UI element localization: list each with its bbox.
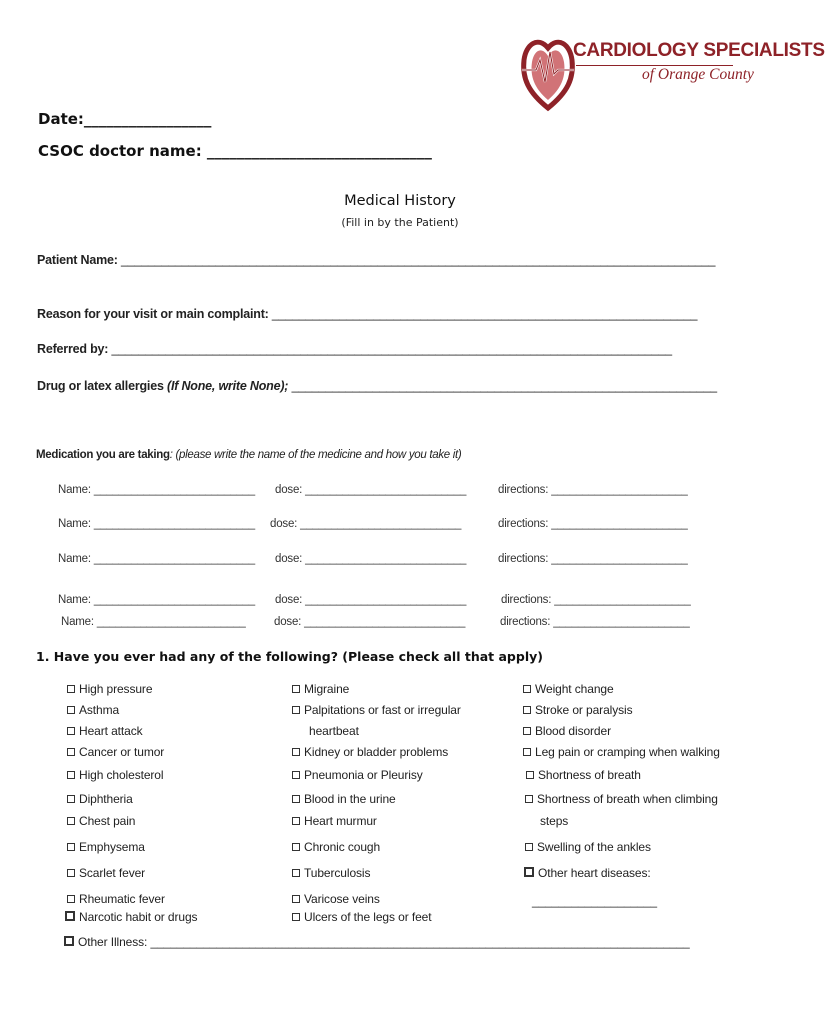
- cond-leg-pain[interactable]: [523, 745, 720, 759]
- cond-narcotic[interactable]: [65, 910, 197, 924]
- patient-name-label: Patient Name:: [37, 253, 118, 267]
- medication-header: [36, 449, 461, 461]
- cond-label: Palpitations or fast or irregular: [304, 703, 461, 717]
- referred-line[interactable]: ___________________________________________________________________________________: [111, 342, 672, 356]
- cond-chronic-cough[interactable]: [292, 840, 380, 854]
- checkbox[interactable]: [292, 748, 300, 756]
- cond-kidney[interactable]: [292, 745, 448, 759]
- checkbox[interactable]: [67, 795, 75, 803]
- checkbox[interactable]: [525, 843, 533, 851]
- cond-tuberculosis[interactable]: [292, 866, 370, 880]
- other-illness-line[interactable]: __________________________________________________________________________________: [150, 935, 690, 949]
- heart-logo-icon: [518, 30, 578, 110]
- patient-name-field[interactable]: [37, 253, 715, 267]
- cond-palpitations-cont: heartbeat: [309, 724, 359, 738]
- checkbox[interactable]: [526, 771, 534, 779]
- cond-heart-attack[interactable]: [67, 724, 143, 738]
- cond-shortness-climbing[interactable]: [525, 792, 718, 806]
- cond-label: Migraine: [304, 682, 350, 696]
- med-name-2[interactable]: Name: __________________________: [58, 518, 255, 530]
- checkbox[interactable]: [292, 771, 300, 779]
- med-name-4[interactable]: Name: __________________________: [58, 594, 255, 606]
- cond-label: Chronic cough: [304, 840, 381, 854]
- checkbox[interactable]: [65, 911, 75, 921]
- patient-name-line[interactable]: ________________________________________________________________________________________: [121, 253, 716, 267]
- checkbox[interactable]: [524, 867, 534, 877]
- med-dose-2[interactable]: dose: __________________________: [270, 518, 462, 530]
- cond-label: High pressure: [79, 682, 153, 696]
- other-heart-line[interactable]: ___________________: [532, 894, 657, 908]
- cond-label: Tuberculosis: [304, 866, 371, 880]
- allergy-line[interactable]: _______________________________________________________________: [291, 379, 717, 393]
- med-name-1[interactable]: Name: __________________________: [58, 484, 255, 496]
- cond-label: Heart attack: [79, 724, 143, 738]
- cardiology-specialists-logo: [518, 30, 825, 110]
- medication-label: Medication you are taking: [36, 449, 170, 461]
- checkbox[interactable]: [523, 748, 531, 756]
- checkbox[interactable]: [292, 795, 300, 803]
- cond-label: Chest pain: [79, 814, 136, 828]
- cond-rheumatic-fever[interactable]: [67, 892, 165, 906]
- checkbox[interactable]: [292, 895, 300, 903]
- date-field[interactable]: Date:_________________: [38, 110, 212, 128]
- cond-emphysema[interactable]: [67, 840, 145, 854]
- cond-shortness-climbing-cont: steps: [540, 814, 569, 828]
- cond-blood-urine[interactable]: [292, 792, 396, 806]
- cond-label: Ulcers of the legs or feet: [304, 910, 432, 924]
- cond-label: Asthma: [79, 703, 120, 717]
- med-name-3[interactable]: Name: __________________________: [58, 553, 255, 565]
- cond-label: Emphysema: [79, 840, 145, 854]
- referred-by-field[interactable]: [37, 342, 672, 356]
- cond-label: Varicose veins: [304, 892, 380, 906]
- med-directions-5[interactable]: directions: ______________________: [500, 616, 690, 628]
- cond-shortness[interactable]: [526, 768, 641, 782]
- medication-note: : (please write the name of the medicine and how you take it): [169, 449, 462, 461]
- cond-other-heart[interactable]: [524, 866, 651, 880]
- cond-stroke[interactable]: [523, 703, 632, 717]
- cond-chest-pain[interactable]: [67, 814, 135, 828]
- logo-tagline: of Orange County: [642, 66, 754, 83]
- cond-label: Shortness of breath when climbing: [537, 792, 718, 806]
- page-title: Medical History: [344, 193, 456, 209]
- checkbox[interactable]: [292, 706, 300, 714]
- checkbox[interactable]: [292, 843, 300, 851]
- cond-scarlet-fever[interactable]: [67, 866, 145, 880]
- cond-label: Heart murmur: [304, 814, 377, 828]
- checkbox[interactable]: [523, 706, 531, 714]
- cond-label: Other heart diseases:: [538, 866, 651, 880]
- checkbox[interactable]: [67, 869, 75, 877]
- cond-migraine[interactable]: [292, 682, 349, 696]
- cond-high-cholesterol[interactable]: [67, 768, 163, 782]
- cond-varicose[interactable]: [292, 892, 380, 906]
- med-dose-1[interactable]: dose: __________________________: [275, 484, 467, 496]
- checkbox[interactable]: [525, 795, 533, 803]
- cond-other-illness[interactable]: [64, 935, 690, 949]
- doctor-name-field[interactable]: CSOC doctor name: ______________________________: [38, 142, 432, 160]
- checkbox[interactable]: [67, 817, 75, 825]
- med-directions-3[interactable]: directions: ______________________: [498, 553, 688, 565]
- med-directions-1[interactable]: directions: ______________________: [498, 484, 688, 496]
- checkbox[interactable]: [67, 706, 75, 714]
- allergies-field[interactable]: [37, 379, 717, 393]
- checkbox[interactable]: [292, 913, 300, 921]
- checkbox[interactable]: [64, 936, 74, 946]
- checkbox[interactable]: [292, 817, 300, 825]
- cond-label: Swelling of the ankles: [537, 840, 651, 854]
- cond-label: Narcotic habit or drugs: [79, 910, 198, 924]
- cond-label: Cancer or tumor: [79, 745, 165, 759]
- checkbox[interactable]: [67, 843, 75, 851]
- cond-label: Leg pain or cramping when walking: [535, 745, 720, 759]
- checkbox[interactable]: [523, 727, 531, 735]
- cond-heart-murmur[interactable]: [292, 814, 377, 828]
- checkbox[interactable]: [67, 748, 75, 756]
- cond-cancer[interactable]: [67, 745, 164, 759]
- checkbox[interactable]: [292, 685, 300, 693]
- allergy-note: (If None, write None);: [166, 379, 289, 393]
- checkbox[interactable]: [67, 771, 75, 779]
- cond-label: Diphtheria: [79, 792, 133, 806]
- cond-label: High cholesterol: [79, 768, 164, 782]
- cond-label: Pneumonia or Pleurisy: [304, 768, 423, 782]
- cond-diphtheria[interactable]: [67, 792, 133, 806]
- logo-name: CARDIOLOGY SPECIALISTS: [573, 40, 825, 61]
- med-dose-5[interactable]: dose: __________________________: [274, 616, 466, 628]
- cond-palpitations[interactable]: [292, 703, 461, 717]
- cond-ulcers[interactable]: [292, 910, 431, 924]
- cond-label: Scarlet fever: [79, 866, 146, 880]
- cond-label: Other Illness:: [78, 935, 148, 949]
- cond-pneumonia[interactable]: [292, 768, 423, 782]
- checkbox[interactable]: [292, 869, 300, 877]
- reason-line[interactable]: _______________________________________________________________: [271, 307, 698, 321]
- cond-label: Kidney or bladder problems: [304, 745, 449, 759]
- referred-label: Referred by:: [37, 342, 109, 356]
- med-name-5[interactable]: Name: ________________________: [61, 616, 246, 628]
- cond-label: Shortness of breath: [538, 768, 641, 782]
- checkbox[interactable]: [67, 685, 75, 693]
- cond-label: Weight change: [535, 682, 614, 696]
- cond-label: Blood in the urine: [304, 792, 396, 806]
- med-directions-4[interactable]: directions: ______________________: [501, 594, 691, 606]
- cond-label: Rheumatic fever: [79, 892, 165, 906]
- page-subtitle: (Fill in by the Patient): [341, 216, 459, 229]
- allergy-label: Drug or latex allergies: [37, 379, 164, 393]
- checkbox[interactable]: [67, 727, 75, 735]
- cond-label: Stroke or paralysis: [535, 703, 633, 717]
- checkbox[interactable]: [523, 685, 531, 693]
- reason-label: Reason for your visit or main complaint:: [37, 307, 269, 321]
- med-dose-4[interactable]: dose: __________________________: [275, 594, 467, 606]
- med-dose-3[interactable]: dose: __________________________: [275, 553, 467, 565]
- cond-label: Blood disorder: [535, 724, 611, 738]
- cond-swelling[interactable]: [525, 840, 651, 854]
- checkbox[interactable]: [67, 895, 75, 903]
- question-1: 1. Have you ever had any of the following? (Please check all that apply): [36, 649, 543, 664]
- reason-field[interactable]: [37, 307, 697, 321]
- cond-weight-change[interactable]: [523, 682, 614, 696]
- cond-asthma[interactable]: [67, 703, 119, 717]
- cond-high-pressure[interactable]: [67, 682, 152, 696]
- cond-blood-disorder[interactable]: [523, 724, 611, 738]
- med-directions-2[interactable]: directions: ______________________: [498, 518, 688, 530]
